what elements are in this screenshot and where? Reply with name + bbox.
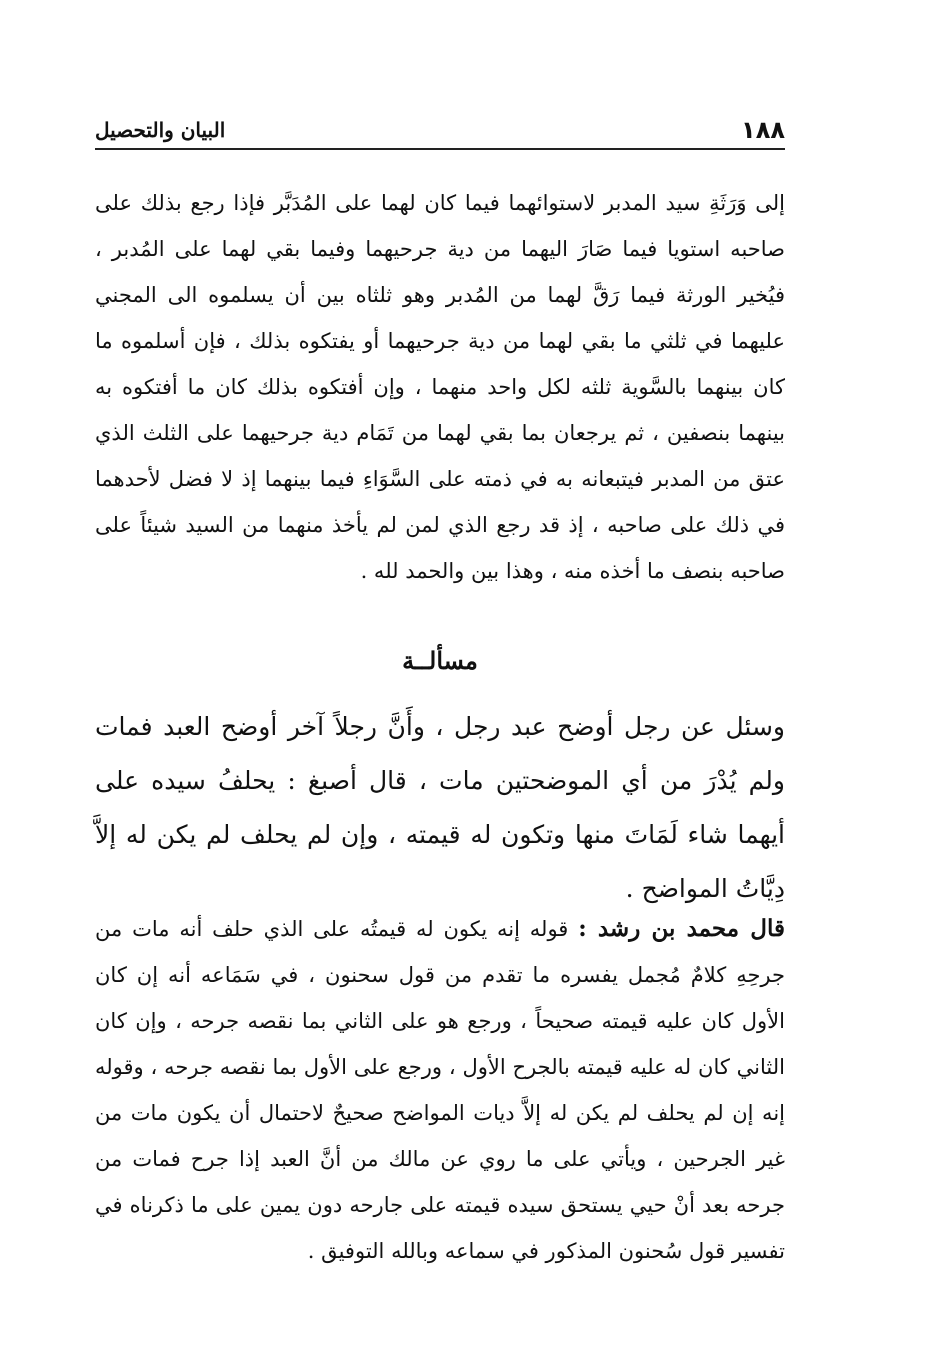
commentary-lead: قال محمد بن رشد : [578, 915, 785, 942]
running-title: البيان والتحصيل [95, 118, 226, 142]
commentary-text: قوله إنه يكون له قيمتُه على الذي حلف أنه مات من جرحِهِ كلامٌ مُجمل يفسره ما تقدم من قول سحنون ، في سَمَاعه أنه إن كان الأول كان عليه قيمته صحيحاً ، ورجع هو على الثاني بما نقصه جرحه ، وإن كان الثاني كان له عليه قيمته بالجرح الأول ، ورجع على الأول بما نقصه جرحه ، وقوله إنه إن لم يحلف لم يكن له إلاَّ ديات المواضح صحيحٌ لاحتمال أن يكون مات من غير الجرحين ، ويأتي على ما روي عن مالك من أنَّ العبد إذا جرح فمات من جرحه بعد أنْ حيي يستحق سيده قيمته على جارحه دون يمين على ما ذكرناه في تفسير قول سُحنون المذكور في سماعه وبالله التوفيق . [95, 917, 785, 1263]
page-header [95, 112, 785, 150]
body-paragraph-3 [95, 906, 785, 1274]
body-paragraph-1: إلى وَرَثَةِ سيد المدبر لاستوائهما فيما كان لهما على المُدَبَّر فإذا رجع بذلك على صاحبه استويا فيما صَارَ اليهما من دية جرحيهما وفيما بقي لهما على المُدبر ، فيُخير الورثة فيما رَقَّ لهما من المُدبر وهو ثلثاه بين أن يسلموه الى المجني عليهما في ثلثي ما بقي لهما من دية جرحيهما أو يفتكوه بذلك ، فإن أسلموه ما كان بينهما بالسَّوية ثلثه لكل واحد منهما ، وإن أفتكوه بذلك كان ما أفتكوه به بينهما بنصفين ، ثم يرجعان بما بقي لهما من تَمَام دية جرحيهما على الثلث الذي عتق من المدبر فيتبعانه به في ذمته على السَّوَاءِ فيما بينهما إذ لا فضل لأحدهما في ذلك على صاحبه ، إذ قد رجع الذي لمن لم يأخذ منهما من السيد شيئاً على صاحبه بنصف ما أخذه منه ، وهذا بين والحمد لله . [95, 191, 785, 583]
page-number: ١٨٨ [741, 116, 785, 144]
section-heading: مسألــة [402, 646, 478, 675]
body-paragraph-2: وسئل عن رجل أوضح عبد رجل ، وأَنَّ رجلاً آخر أوضح العبد فمات ولم يُدْرَ من أي الموضحتين مات ، قال أصبغ : يحلفُ سيده على أيهما شاء لَمَاتَ منها وتكون له قيمته ، وإن لم يحلف لم يكن له إلاَّ دِيَّاتُ المواضح . [95, 712, 785, 903]
